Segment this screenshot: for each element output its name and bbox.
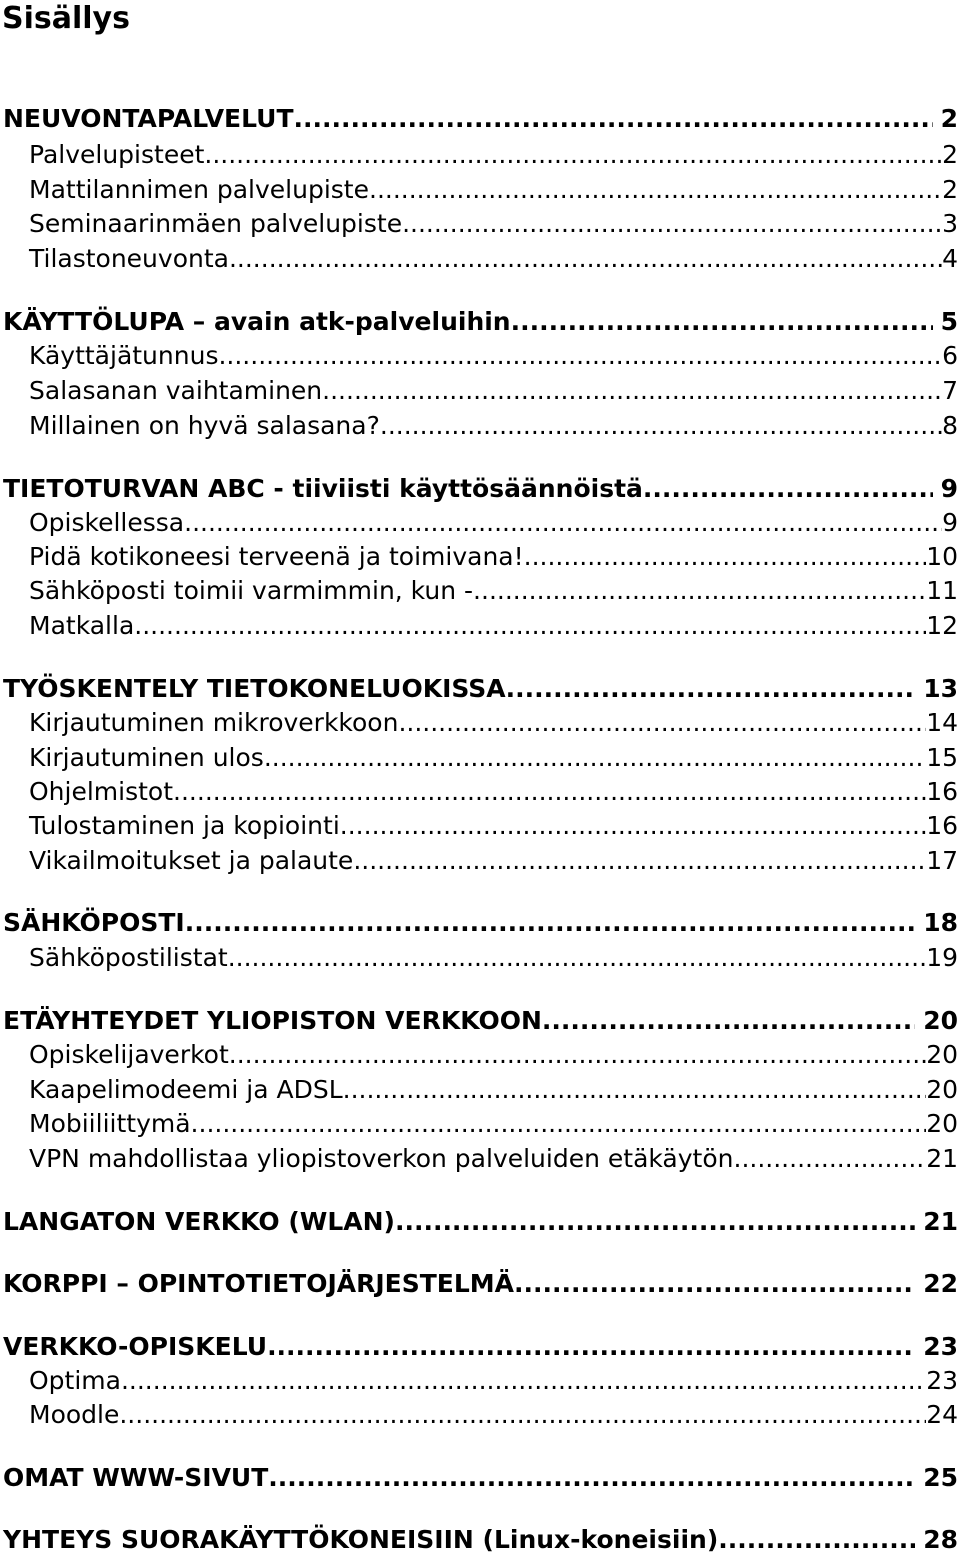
toc-entry-label: Sähköpostilistat — [29, 942, 228, 972]
toc-section-entry[interactable] — [0, 242, 958, 274]
toc-chapter-entry[interactable] — [0, 305, 958, 337]
toc-chapter-entry[interactable] — [0, 1330, 958, 1362]
toc-dot-leader — [119, 1400, 926, 1429]
toc-dot-leader — [267, 1332, 915, 1361]
toc-entry-label: Millainen on hyvä salasana? — [29, 410, 380, 440]
toc-page-number: 21 — [926, 1143, 958, 1173]
toc-dot-leader — [514, 1269, 915, 1298]
toc-entry-label: NEUVONTAPALVELUT — [3, 103, 294, 133]
toc-section-entry[interactable] — [0, 173, 958, 205]
toc-dot-leader — [343, 1075, 927, 1104]
toc-section-entry[interactable] — [0, 609, 958, 641]
toc-section-entry[interactable] — [0, 1107, 958, 1139]
toc-section-entry[interactable] — [0, 1073, 958, 1105]
toc-entry-label: Sähköposti toimii varmimmin, kun - — [29, 575, 474, 605]
toc-dot-leader — [643, 474, 933, 503]
toc-dot-leader — [511, 307, 933, 336]
toc-section-entry[interactable] — [0, 1142, 958, 1174]
toc-dot-leader — [506, 674, 916, 703]
toc-section-entry[interactable] — [0, 741, 958, 773]
toc-dot-leader — [229, 1040, 926, 1069]
toc-entry-label: KÄYTTÖLUPA – avain atk-palveluihin — [3, 306, 511, 336]
toc-section-entry[interactable] — [0, 1038, 958, 1070]
page-title: Sisällys — [2, 1, 130, 36]
toc-chapter-entry[interactable] — [0, 472, 958, 504]
toc-page-number: 20 — [923, 1005, 958, 1035]
toc-page-number: 5 — [940, 306, 958, 336]
toc-entry-label: Tilastoneuvonta — [29, 243, 229, 273]
toc-entry-label: Seminaarinmäen palvelupiste — [29, 208, 403, 238]
toc-page-number: 9 — [942, 507, 958, 537]
toc-section-entry[interactable] — [0, 374, 958, 406]
toc-page-number: 6 — [942, 340, 958, 370]
toc-dot-leader — [134, 611, 926, 640]
toc-page-number: 2 — [942, 174, 958, 204]
toc-chapter-entry[interactable] — [0, 102, 958, 134]
toc-entry-label: TYÖSKENTELY TIETOKONELUOKISSA — [3, 673, 506, 703]
toc-entry-label: YHTEYS SUORAKÄYTTÖKONEISIIN (Linux-koneisiin) — [3, 1524, 719, 1554]
toc-entry-label: Ohjelmistot — [29, 776, 174, 806]
toc-entry-label: Tulostaminen ja kopiointi — [29, 810, 340, 840]
toc-page-number: 22 — [923, 1268, 958, 1298]
toc-dot-leader — [473, 576, 926, 605]
toc-dot-leader — [322, 376, 942, 405]
toc-entry-label: Matkalla — [29, 610, 135, 640]
toc-entry-label: Kaapelimodeemi ja ADSL — [29, 1074, 343, 1104]
toc-dot-leader — [228, 943, 926, 972]
toc-page-number: 19 — [926, 942, 958, 972]
toc-dot-leader — [402, 209, 942, 238]
toc-page-number: 20 — [926, 1108, 958, 1138]
toc-section-entry[interactable] — [0, 706, 958, 738]
toc-entry-label: Palvelupisteet — [29, 139, 205, 169]
toc-entry-label: SÄHKÖPOSTI — [3, 907, 185, 937]
toc-entry-label: VPN mahdollistaa yliopistoverkon palveluiden etäkäytön — [29, 1143, 734, 1173]
toc-page-number: 23 — [923, 1331, 958, 1361]
toc-page-number: 25 — [923, 1462, 958, 1492]
toc-entry-label: Opiskelijaverkot — [29, 1039, 229, 1069]
toc-dot-leader — [204, 140, 942, 169]
toc-entry-label: Mobiiliittymä — [29, 1108, 191, 1138]
toc-entry-label: LANGATON VERKKO (WLAN) — [3, 1206, 395, 1236]
toc-page-number: 24 — [926, 1399, 958, 1429]
toc-page-number: 21 — [923, 1206, 958, 1236]
toc-page-number: 9 — [940, 473, 958, 503]
toc-dot-leader — [294, 104, 933, 133]
toc-dot-leader — [718, 1525, 915, 1554]
toc-dot-leader — [184, 508, 942, 537]
toc-page-number: 23 — [926, 1365, 958, 1395]
toc-page-number: 16 — [926, 776, 958, 806]
toc-dot-leader — [173, 777, 926, 806]
toc-entry-label: Mattilannimen palvelupiste — [29, 174, 369, 204]
toc-entry-label: Kirjautuminen ulos — [29, 742, 264, 772]
toc-page-number: 20 — [926, 1074, 958, 1104]
toc-page-number: 17 — [926, 845, 958, 875]
toc-page-number: 3 — [942, 208, 958, 238]
toc-chapter-entry[interactable] — [0, 1267, 958, 1299]
toc-entry-label: Käyttäjätunnus — [29, 340, 219, 370]
toc-page-number: 2 — [940, 103, 958, 133]
toc-chapter-entry[interactable] — [0, 1523, 958, 1555]
toc-section-entry[interactable] — [0, 941, 958, 973]
toc-page-number: 8 — [942, 410, 958, 440]
toc-section-entry[interactable] — [0, 1364, 958, 1396]
toc-section-entry[interactable] — [0, 1398, 958, 1430]
toc-entry-label: Kirjautuminen mikroverkkoon — [29, 707, 399, 737]
toc-dot-leader — [395, 1207, 915, 1236]
toc-page-number: 4 — [942, 243, 958, 273]
toc-section-entry[interactable] — [0, 844, 958, 876]
toc-chapter-entry[interactable] — [0, 672, 958, 704]
toc-page-number: 20 — [926, 1039, 958, 1069]
toc-page-number: 13 — [923, 673, 958, 703]
toc-entry-label: OMAT WWW-SIVUT — [3, 1462, 269, 1492]
toc-entry-label: Vikailmoitukset ja palaute — [29, 845, 354, 875]
toc-section-entry[interactable] — [0, 775, 958, 807]
toc-entry-label: Opiskellessa — [29, 507, 185, 537]
toc-section-entry[interactable] — [0, 138, 958, 170]
toc-page-number: 7 — [942, 375, 958, 405]
toc-page-number: 16 — [926, 810, 958, 840]
toc-section-entry[interactable] — [0, 809, 958, 841]
toc-section-entry[interactable] — [0, 540, 958, 572]
toc-dot-leader — [121, 1366, 926, 1395]
toc-page-number: 2 — [942, 139, 958, 169]
toc-page-number: 18 — [923, 907, 958, 937]
toc-section-entry[interactable] — [0, 339, 958, 371]
toc-page-number: 12 — [926, 610, 958, 640]
toc-section-entry[interactable] — [0, 409, 958, 441]
toc-page-number: 11 — [926, 575, 958, 605]
toc-dot-leader — [191, 1109, 927, 1138]
toc-chapter-entry[interactable] — [0, 1461, 958, 1493]
toc-dot-leader — [185, 908, 915, 937]
toc-section-entry[interactable] — [0, 574, 958, 606]
toc-chapter-entry[interactable] — [0, 1004, 958, 1036]
toc-dot-leader — [734, 1144, 927, 1173]
toc-page-number: 28 — [923, 1524, 958, 1554]
toc-dot-leader — [542, 1006, 915, 1035]
toc-section-entry[interactable] — [0, 506, 958, 538]
toc-dot-leader — [398, 708, 926, 737]
toc-chapter-entry[interactable] — [0, 1205, 958, 1237]
toc-entry-label: KORPPI – OPINTOTIETOJÄRJESTELMÄ — [3, 1268, 515, 1298]
toc-dot-leader — [264, 743, 926, 772]
toc-entry-label: Moodle — [29, 1399, 120, 1429]
toc-section-entry[interactable] — [0, 207, 958, 239]
toc-page-number: 14 — [926, 707, 958, 737]
toc-entry-label: TIETOTURVAN ABC - tiiviisti käyttösäännöistä — [3, 473, 643, 503]
toc-dot-leader — [218, 341, 942, 370]
toc-dot-leader — [369, 175, 942, 204]
toc-dot-leader — [268, 1463, 915, 1492]
toc-chapter-entry[interactable] — [0, 906, 958, 938]
toc-dot-leader — [380, 411, 942, 440]
toc-entry-label: Optima — [29, 1365, 121, 1395]
toc-entry-label: ETÄYHTEYDET YLIOPISTON VERKKOON — [3, 1005, 542, 1035]
toc-dot-leader — [340, 811, 926, 840]
toc-entry-label: VERKKO-OPISKELU — [3, 1331, 268, 1361]
toc-dot-leader — [229, 244, 942, 273]
toc-page-number: 10 — [926, 541, 958, 571]
toc-entry-label: Pidä kotikoneesi terveenä ja toimivana! — [29, 541, 524, 571]
toc-page-number: 15 — [926, 742, 958, 772]
toc-dot-leader — [524, 542, 927, 571]
toc-dot-leader — [353, 846, 926, 875]
toc-entry-label: Salasanan vaihtaminen — [29, 375, 323, 405]
